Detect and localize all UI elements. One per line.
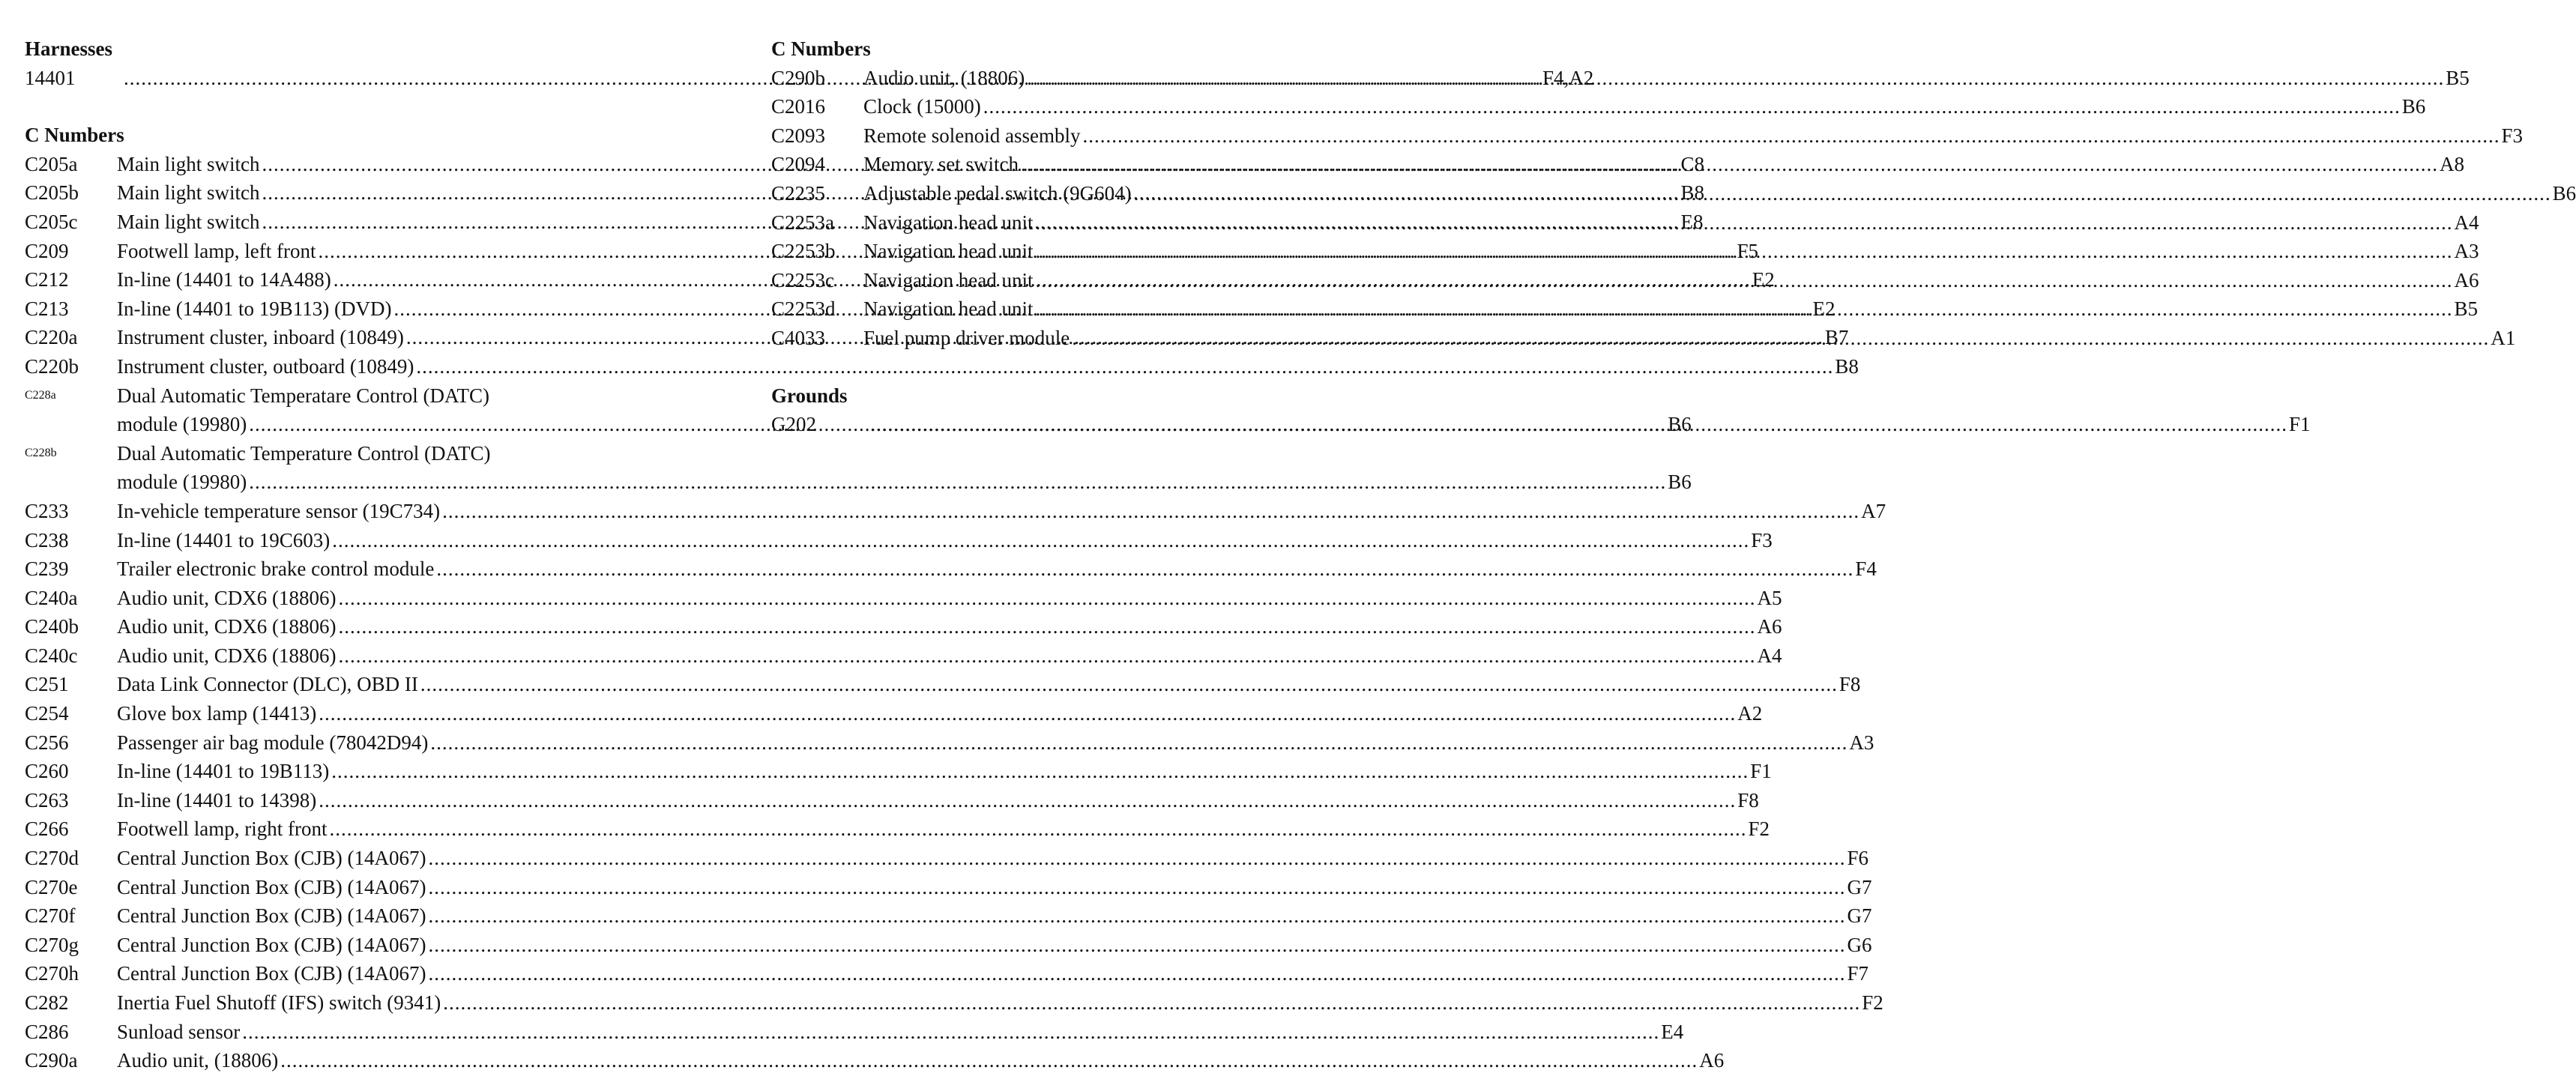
connector-code: C2253c [771, 268, 834, 291]
entry-description: Data Link Connector (DLC), OBD II [117, 673, 418, 696]
leader-dots [1134, 179, 2551, 208]
grid-location: A8 [2439, 153, 2464, 176]
connector-code: C213 [25, 297, 69, 320]
harness-code: 14401 [25, 66, 76, 89]
entry-description: In-line (14401 to 19C603) [117, 528, 331, 551]
section-heading: C Numbers [771, 37, 871, 60]
grid-location: G6 [1847, 933, 1872, 956]
leader-dots [436, 554, 1853, 584]
entry-description: Footwell lamp, right front [117, 818, 328, 841]
list-item [25, 439, 1692, 497]
grid-location: B6 [1668, 413, 1692, 436]
connector-code: C270e [25, 875, 78, 898]
list-item [25, 901, 1872, 931]
entry-description: Inertia Fuel Shutoff (IFS) switch (9341) [117, 991, 441, 1014]
connector-code: C238 [25, 528, 69, 551]
leader-dots [1035, 266, 2452, 295]
grid-location: F5 [1737, 239, 1758, 262]
section-heading: Grounds [771, 384, 848, 407]
grid-location: F3 [1751, 528, 1773, 551]
entry-body [117, 815, 1770, 844]
connector-code: C220a [25, 326, 78, 349]
entry-body [863, 121, 2523, 151]
list-item [25, 554, 1877, 584]
entry-body [117, 670, 1860, 699]
connector-code: C240a [25, 586, 78, 609]
leader-dots [420, 670, 1838, 699]
entry-description: Remote solenoid assembly [863, 124, 1081, 147]
connector-code: C233 [25, 499, 69, 522]
connector-code: C290b [771, 66, 826, 89]
list-item [25, 584, 1782, 613]
connector-code: C256 [25, 731, 69, 754]
leader-dots [1027, 64, 2444, 93]
entry-description: Audio unit, (18806) [117, 1049, 279, 1072]
connector-code: C2253b [771, 240, 836, 263]
grid-location: A5 [1757, 586, 1782, 609]
entry-description: Adjustable pedal switch (9G604) [863, 181, 1132, 205]
grid-location: F1 [1750, 760, 1772, 783]
grid-location: F8 [1839, 673, 1861, 696]
entry-description: In-line (14401 to 14398) [117, 788, 317, 812]
connector-code: C270h [25, 962, 79, 985]
entry-description: Fuel pump driver module [863, 326, 1070, 349]
entry-body [863, 294, 2478, 324]
entry-description: Main light switch [117, 181, 260, 205]
entry-description: Glove box lamp (14413) [117, 702, 317, 725]
list-item [25, 641, 1782, 671]
leader-dots [1082, 121, 2500, 151]
entry-description: Dual Automatic Temperatare Control (DATC) [117, 384, 489, 407]
entry-description: Clock (15000) [863, 95, 981, 118]
grid-location: F2 [1862, 991, 1883, 1014]
list-item [25, 612, 1782, 641]
connector-code: C205c [25, 210, 78, 233]
list-item [25, 1046, 1725, 1075]
grid-location: B8 [1835, 354, 1859, 378]
leader-dots [319, 786, 1736, 815]
list-item [25, 497, 1886, 526]
grid-location: A6 [2454, 268, 2479, 291]
entry-body [117, 612, 1782, 641]
entry-body [863, 266, 2479, 295]
leader-dots [430, 728, 1847, 758]
leader-dots [1021, 150, 2438, 179]
entry-description: Navigation head unit [863, 268, 1034, 291]
grid-location: B5 [2446, 66, 2470, 89]
connector-code: C2253d [771, 297, 836, 321]
grid-location: F4,A2 [1542, 66, 1594, 89]
entry-description: Navigation head unit [863, 297, 1034, 321]
entry-description: Main light switch [117, 152, 260, 175]
grid-location: A1 [2491, 326, 2516, 349]
entry-body [117, 873, 1871, 902]
grid-location: B7 [1824, 326, 1849, 349]
connector-code: C212 [25, 268, 69, 291]
entry-description: Central Junction Box (CJB) (14A067) [117, 933, 426, 956]
grid-location: F8 [1737, 788, 1759, 812]
leader-dots [428, 901, 1845, 931]
grid-location: A4 [2454, 211, 2479, 234]
entry-description: Instrument cluster, outboard (10849) [117, 354, 414, 378]
entry-description: Passenger air bag module (78042D94) [117, 731, 429, 754]
connector-code: C266 [25, 818, 69, 841]
entry-description: Central Junction Box (CJB) (14A067) [117, 875, 426, 898]
list-item [25, 988, 1883, 1018]
leader-dots [319, 699, 1736, 728]
grid-location: F4 [1855, 557, 1877, 581]
entry-body [117, 931, 1871, 960]
leader-dots [1035, 208, 2452, 238]
entry-body [117, 554, 1877, 584]
entry-description: In-line (14401 to 14A488) [117, 268, 331, 291]
list-item [25, 670, 1861, 699]
leader-dots [331, 757, 1749, 786]
grid-location: B6 [2401, 95, 2426, 118]
leader-dots [339, 641, 1756, 671]
grid-location: G7 [1847, 904, 1872, 928]
list-item [25, 959, 1868, 988]
entry-body [117, 959, 1868, 988]
connector-code: C2253a [771, 211, 834, 234]
grid-location: E2 [1752, 268, 1775, 291]
entry-description: Memory set switch [863, 153, 1019, 176]
entry-description: module (19980) [117, 413, 247, 436]
connector-code: C286 [25, 1020, 69, 1043]
entry-description: module (19980) [117, 471, 247, 494]
connector-code: C282 [25, 991, 69, 1014]
list-item [25, 526, 1773, 555]
grid-location: A7 [1861, 499, 1886, 522]
entry-description: Instrument cluster, inboard (10849) [117, 326, 404, 349]
entry-body [117, 439, 1692, 497]
list-item [771, 121, 2523, 151]
leader-dots [428, 959, 1845, 988]
list-item [25, 844, 1868, 873]
leader-dots [1035, 294, 2452, 324]
entry-description: Central Junction Box (CJB) (14A067) [117, 962, 426, 985]
grid-location: F6 [1847, 847, 1868, 870]
entry-description: In-line (14401 to 19B113) [117, 760, 330, 783]
grid-location: F2 [1748, 818, 1770, 841]
leader-dots [339, 584, 1756, 613]
entry-body [117, 699, 1762, 728]
leader-dots [339, 612, 1756, 641]
grid-location: A2 [1737, 702, 1763, 725]
connector-code: C228b [25, 446, 57, 459]
grid-location: G7 [1847, 875, 1872, 898]
leader-dots [249, 468, 1666, 497]
connector-code: C254 [25, 702, 69, 725]
entry-body [117, 1046, 1724, 1075]
entry-body [863, 150, 2464, 179]
list-item [25, 931, 1872, 960]
leader-dots [428, 873, 1845, 902]
leader-dots [242, 1018, 1659, 1047]
list-item [25, 699, 1763, 728]
entry-body [117, 988, 1883, 1018]
entry-body [117, 526, 1773, 555]
connector-code: C240b [25, 615, 79, 638]
entry-description: Navigation head unit [863, 211, 1034, 234]
entry-body [117, 497, 1886, 526]
connector-code: C2093 [771, 124, 826, 147]
entry-description: Audio unit, CDX6 (18806) [117, 644, 337, 667]
grid-location: F1 [2289, 413, 2311, 436]
entry-body [117, 1018, 1683, 1047]
grid-location: F3 [2501, 124, 2523, 147]
leader-dots [428, 844, 1845, 873]
grid-location: B8 [1680, 181, 1705, 205]
entry-description: In-vehicle temperature sensor (19C734) [117, 499, 441, 522]
connector-code: C260 [25, 760, 69, 783]
entry-description: Main light switch [117, 210, 260, 233]
entry-body [863, 179, 2576, 208]
entry-body [863, 208, 2479, 238]
leader-dots [983, 92, 2401, 121]
list-item [771, 92, 2426, 121]
entry-description: Audio unit, CDX6 (18806) [117, 615, 337, 638]
connector-code: C2235 [771, 181, 826, 205]
grid-location: E4 [1661, 1020, 1684, 1043]
grid-location: A6 [1757, 615, 1782, 638]
grid-location: A6 [1699, 1049, 1725, 1072]
entry-description: In-line (14401 to 19B113) (DVD) [117, 297, 392, 320]
entry-description-cont [117, 468, 1692, 497]
grid-location: B6 [2552, 181, 2576, 205]
connector-code: C270f [25, 904, 76, 928]
entry-description: Sunload sensor [117, 1020, 241, 1043]
entry-body [117, 728, 1874, 758]
leader-dots [428, 931, 1845, 960]
entry-body [863, 237, 2479, 266]
connector-code: C240c [25, 644, 78, 667]
grid-location: A3 [1849, 731, 1874, 754]
grid-location: E2 [1812, 297, 1836, 320]
list-item [25, 728, 1874, 758]
connector-code: C2094 [771, 153, 826, 176]
entry-body [117, 844, 1868, 873]
leader-dots [332, 526, 1749, 555]
entry-description: Navigation head unit [863, 240, 1034, 263]
leader-dots [870, 410, 2287, 439]
connector-code: C228a [25, 388, 56, 402]
grid-location: A3 [2454, 240, 2479, 263]
entry-body [117, 641, 1782, 671]
entry-description: Dual Automatic Temperature Control (DATC) [117, 441, 491, 465]
entry-body [117, 584, 1782, 613]
entry-description: Central Junction Box (CJB) (14A067) [117, 847, 426, 870]
list-item [25, 1018, 1684, 1047]
section-heading: C Numbers [25, 124, 124, 147]
connector-code: C220b [25, 354, 79, 378]
ground-code: G202 [771, 413, 816, 436]
grid-location: E8 [1680, 210, 1704, 233]
leader-dots [1035, 237, 2452, 266]
list-item [25, 815, 1770, 844]
leader-dots [443, 988, 1860, 1018]
grid-location: B5 [2454, 297, 2478, 321]
entry-body [863, 92, 2425, 121]
leader-dots [442, 497, 1859, 526]
entry-description: Footwell lamp, left front [117, 239, 316, 262]
leader-dots [280, 1046, 1698, 1075]
entry-description: Audio unit, (18806) [863, 66, 1025, 89]
entry-description: Central Junction Box (CJB) (14A067) [117, 904, 426, 928]
connector-code: C263 [25, 788, 69, 812]
entry-body [117, 901, 1871, 931]
entry-body [863, 324, 2515, 353]
entry-body [117, 786, 1759, 815]
list-item [25, 352, 1859, 381]
connector-code: C2016 [771, 95, 826, 118]
connector-code: C205b [25, 181, 79, 205]
list-item [25, 786, 1759, 815]
connector-code: C270g [25, 933, 79, 956]
entry-description: Audio unit, CDX6 (18806) [117, 586, 337, 609]
connector-code: C205a [25, 152, 78, 175]
grid-location: B6 [1668, 471, 1692, 494]
connector-code: C239 [25, 557, 69, 581]
connector-code: C270d [25, 847, 79, 870]
connector-code: C209 [25, 239, 69, 262]
connector-code: C251 [25, 673, 69, 696]
entry-body [863, 64, 2470, 93]
leader-dots [1072, 324, 2489, 353]
grid-location: A4 [1757, 644, 1782, 667]
leader-dots [329, 815, 1746, 844]
connector-code: C290a [25, 1049, 78, 1072]
list-item [25, 757, 1772, 786]
list-item [25, 873, 1872, 902]
section-heading: Harnesses [25, 37, 112, 60]
grid-location: C8 [1680, 152, 1705, 175]
connector-code: C4033 [771, 326, 826, 349]
entry-body [117, 757, 1772, 786]
grid-location: F7 [1847, 962, 1868, 985]
entry-description: Trailer electronic brake control module [117, 557, 435, 581]
